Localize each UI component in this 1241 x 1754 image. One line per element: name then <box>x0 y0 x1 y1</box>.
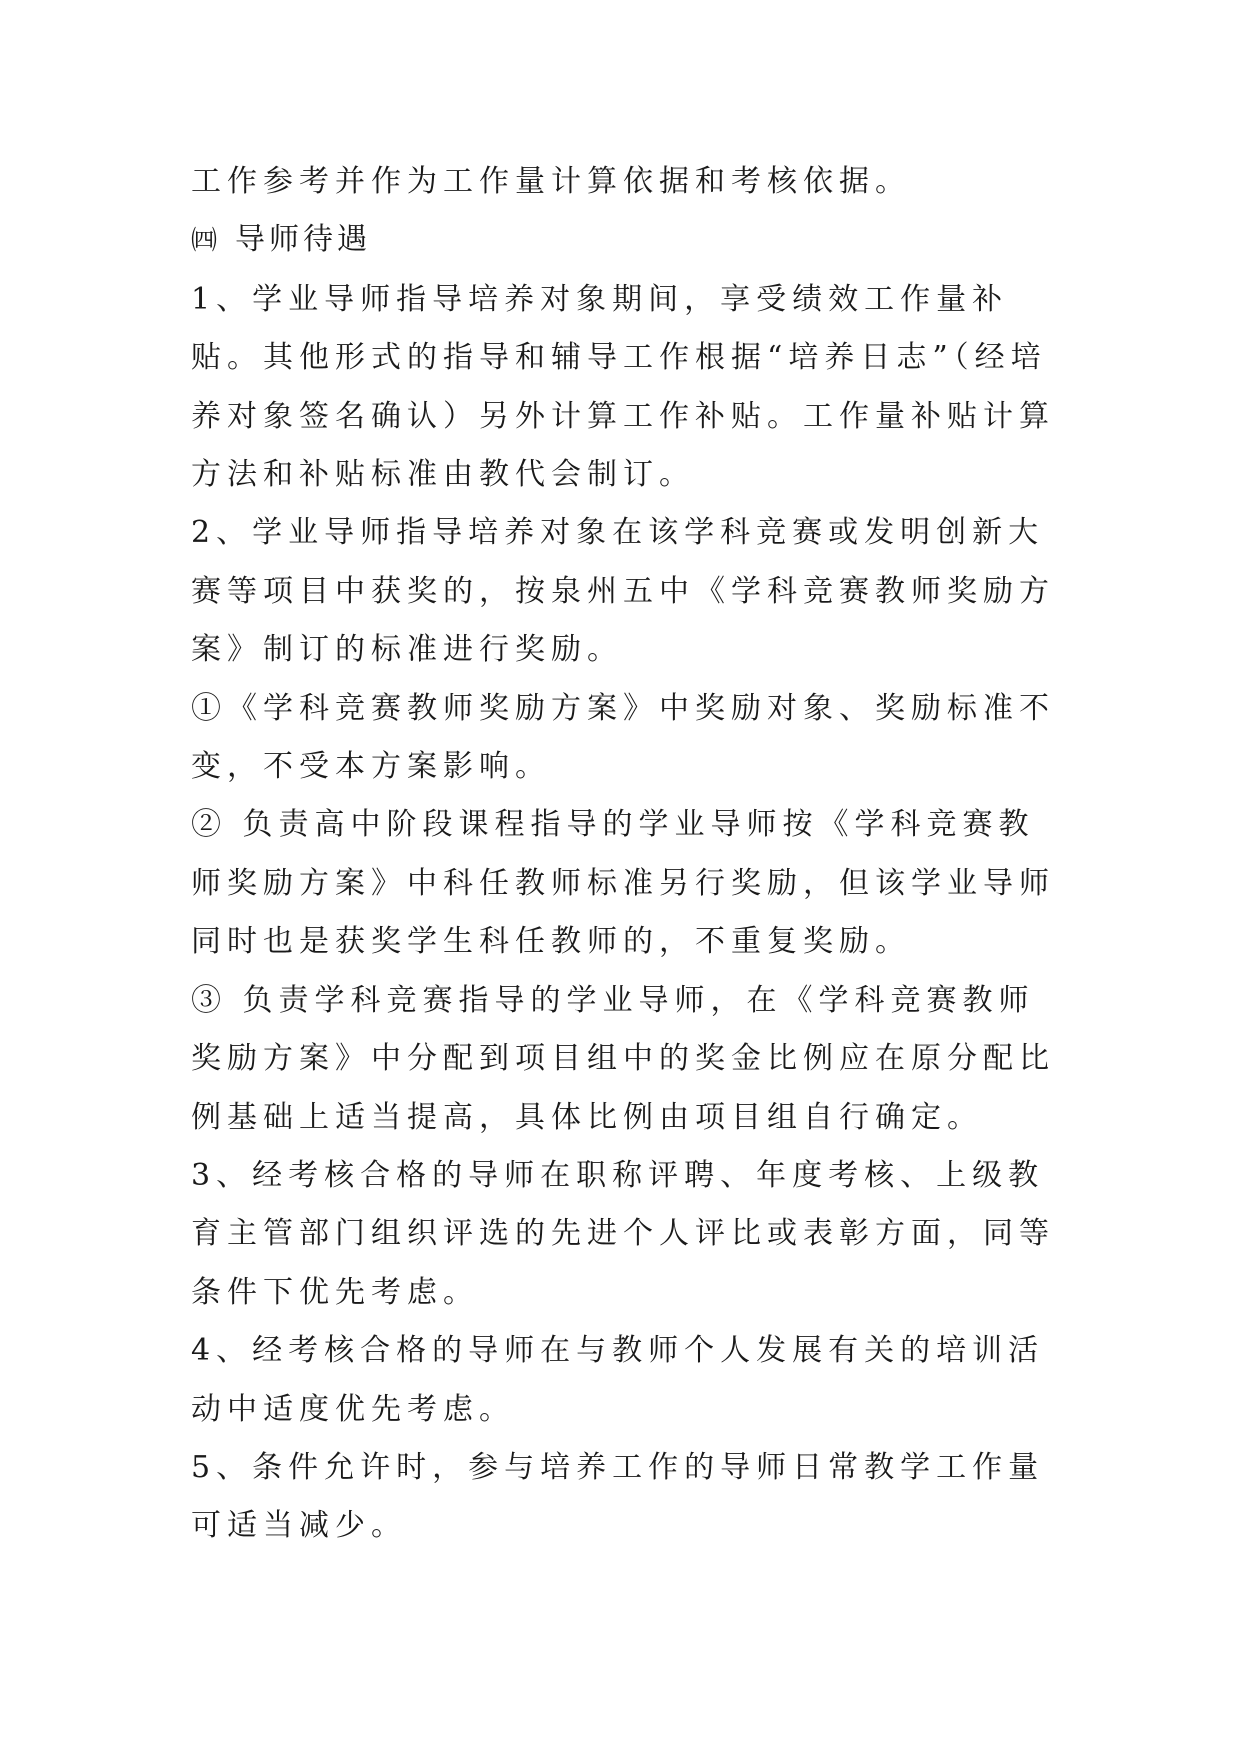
paragraph-item-2: 2、学业导师指导培养对象在该学科竞赛或发明创新大赛等项目中获奖的，按泉州五中《学科竞赛教师奖励方案》制订的标准进行奖励。 <box>191 515 1055 668</box>
paragraph-item-3: 3、经考核合格的导师在职称评聘、年度考核、上级教育主管部门组织评选的先进个人评比或表彰方面，同等条件下优先考虑。 <box>191 1157 1055 1310</box>
paragraph-item-5: 5、条件允许时，参与培养工作的导师日常教学工作量可适当减少。 <box>191 1449 1045 1544</box>
section-number: ㈣ <box>191 226 222 257</box>
paragraph-subitem-1: ①《学科竞赛教师奖励方案》中奖励对象、奖励标准不变，不受本方案影响。 <box>191 690 1055 785</box>
paragraph-subitem-2: ② 负责高中阶段课程指导的学业导师按《学科竞赛教师奖励方案》中科任教师标准另行奖励，但该学业导师同时也是获奖学生科任教师的，不重复奖励。 <box>191 807 1055 960</box>
paragraph-item-4: 4、经考核合格的导师在与教师个人发展有关的培训活动中适度优先考虑。 <box>191 1333 1045 1427</box>
section-title: 导师待遇 <box>235 222 372 258</box>
section-heading <box>191 211 1061 270</box>
paragraph-item-1: 1、学业导师指导培养对象期间，享受绩效工作量补贴。其他形式的指导和辅导工作根据“培养日志”（经培养对象签名确认）另外计算工作补贴。工作量补贴计算方法和补贴标准由教代会制订。 <box>191 281 1055 493</box>
paragraph-subitem-3: ③ 负责学科竞赛指导的学业导师，在《学科竞赛教师奖励方案》中分配到项目组中的奖金比例应在原分配比例基础上适当提高，具体比例由项目组自行确定。 <box>191 982 1055 1135</box>
document-body <box>191 153 1061 1556</box>
paragraph-continuation: 工作参考并作为工作量计算依据和考核依据。 <box>191 164 911 199</box>
